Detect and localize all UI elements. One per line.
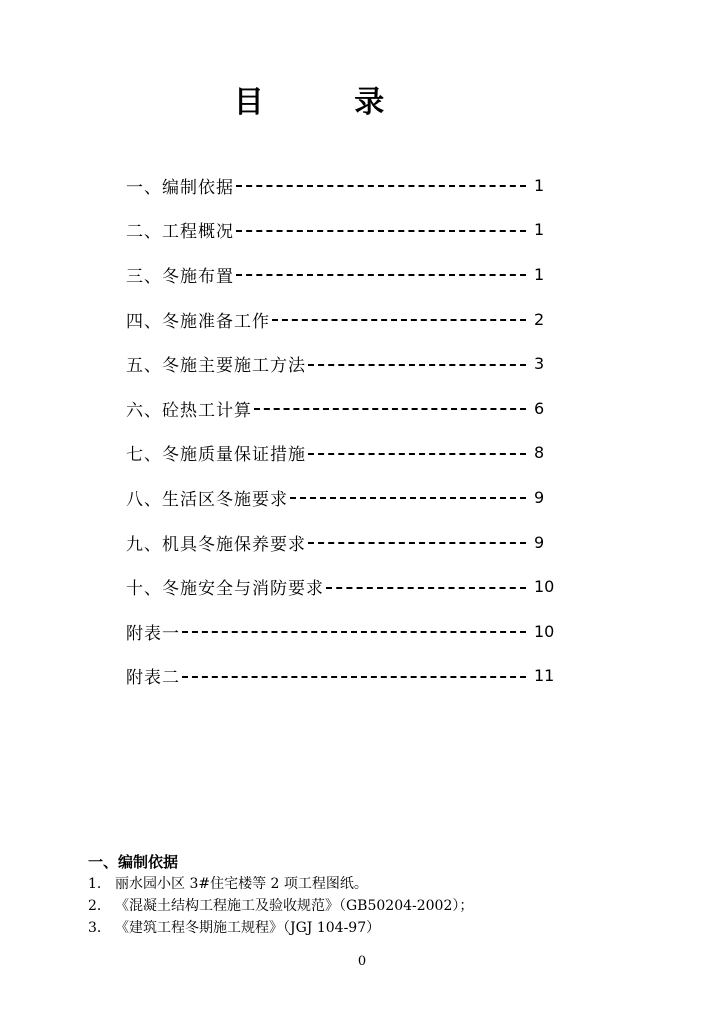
toc-entry-label: 五、冬施主要施工方法 — [126, 356, 306, 377]
list-item — [88, 873, 473, 895]
toc-entry-page: 9 — [534, 532, 545, 552]
toc-entry-label: 九、机具冬施保养要求 — [126, 534, 306, 555]
toc-leader — [326, 587, 526, 589]
toc-entry-page: 10 — [534, 577, 555, 597]
toc-leader — [236, 274, 526, 276]
toc-entry-4[interactable] — [126, 297, 556, 342]
toc-entry-label: 三、冬施布置 — [126, 266, 234, 287]
toc-entry-2[interactable] — [126, 208, 556, 253]
toc-entry-1[interactable] — [126, 163, 556, 208]
toc-title: 目 录 — [233, 85, 425, 120]
toc-entry-label: 六、砼热工计算 — [126, 400, 252, 421]
toc-leader — [254, 408, 526, 410]
section-heading: 一、编制依据 — [88, 853, 179, 871]
toc-entry-11[interactable] — [126, 609, 556, 654]
toc-entry-page: 1 — [534, 264, 545, 284]
toc-entry-label: 二、工程概况 — [126, 222, 234, 243]
toc-entry-3[interactable] — [126, 252, 556, 297]
toc-entry-label: 四、冬施准备工作 — [126, 311, 270, 332]
toc-entry-5[interactable] — [126, 341, 556, 386]
toc-entry-page: 2 — [534, 309, 545, 329]
toc-entry-page: 11 — [534, 666, 555, 686]
toc-entry-label: 附表一 — [126, 623, 180, 644]
toc-entry-9[interactable] — [126, 520, 556, 565]
toc-leader — [236, 185, 526, 187]
toc-entry-10[interactable] — [126, 564, 556, 609]
list-item-text: 《混凝土结构工程施工及验收规范》（GB50204-2002）； — [115, 898, 474, 914]
toc-entry-page: 1 — [534, 220, 545, 240]
toc-entry-page: 8 — [534, 443, 545, 463]
toc-entry-page: 10 — [534, 621, 555, 641]
toc-entry-6[interactable] — [126, 386, 556, 431]
toc-entry-label: 附表二 — [126, 668, 180, 689]
list-item-number: 1． — [88, 876, 111, 892]
table-of-contents — [126, 163, 556, 698]
toc-leader — [182, 676, 526, 678]
toc-entry-label: 十、冬施安全与消防要求 — [126, 579, 324, 600]
toc-leader — [236, 230, 526, 232]
list-item-text: 丽水园小区 3#住宅楼等 2 项工程图纸。 — [115, 876, 368, 892]
toc-entry-page: 3 — [534, 354, 545, 374]
list-item-number: 3． — [88, 920, 111, 936]
toc-leader — [290, 497, 526, 499]
list-item — [88, 895, 473, 917]
basis-list — [88, 873, 473, 939]
toc-entry-label: 八、生活区冬施要求 — [126, 489, 288, 510]
toc-leader — [308, 364, 526, 366]
list-item-text: 《建筑工程冬期施工规程》（JGJ 104-97） — [115, 920, 381, 936]
toc-entry-label: 一、编制依据 — [126, 177, 234, 198]
toc-entry-page: 1 — [534, 175, 545, 195]
toc-entry-page: 9 — [534, 487, 545, 507]
page-number: 0 — [357, 954, 367, 969]
toc-leader — [272, 319, 526, 321]
toc-leader — [182, 631, 526, 633]
toc-leader — [308, 453, 526, 455]
toc-leader — [308, 542, 526, 544]
toc-entry-label: 七、冬施质量保证措施 — [126, 445, 306, 466]
toc-entry-page: 6 — [534, 398, 545, 418]
toc-entry-12[interactable] — [126, 654, 556, 699]
list-item — [88, 917, 473, 939]
toc-entry-7[interactable] — [126, 431, 556, 476]
toc-entry-8[interactable] — [126, 475, 556, 520]
list-item-number: 2． — [88, 898, 111, 914]
